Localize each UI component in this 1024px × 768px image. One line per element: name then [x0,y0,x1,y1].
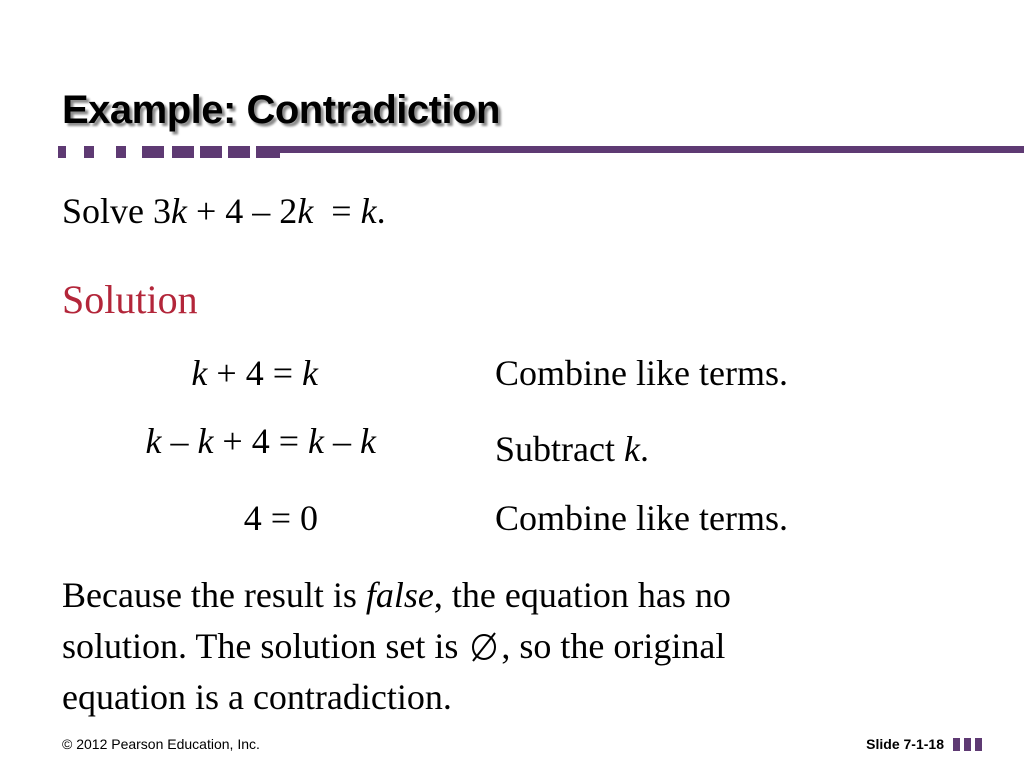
solution-heading: Solution [62,277,198,322]
conclusion-text: Because the result is false, the equation has no solution. The solution set is , so the original equation is a contradiction. [62,575,731,717]
slide-number: Slide 7-1-18 [866,736,944,752]
problem-statement: Solve 3k + 4 – 2k = k. [62,191,386,231]
step-2-equation: k – k + 4 = k – k [145,421,376,461]
footer-bars-decoration [953,738,983,752]
empty-set-icon [469,632,499,662]
step-3-note: Combine like terms. [495,498,788,538]
slide-title: Example: Contradiction [62,88,500,132]
copyright-footer: © 2012 Pearson Education, Inc. [62,736,260,752]
title-divider [58,146,1024,158]
step-1-note: Combine like terms. [495,353,788,393]
step-2-note: Subtract k. [495,429,649,469]
step-1-equation: k + 4 = k [191,353,318,393]
step-3-equation: 4 = 0 [243,498,318,538]
